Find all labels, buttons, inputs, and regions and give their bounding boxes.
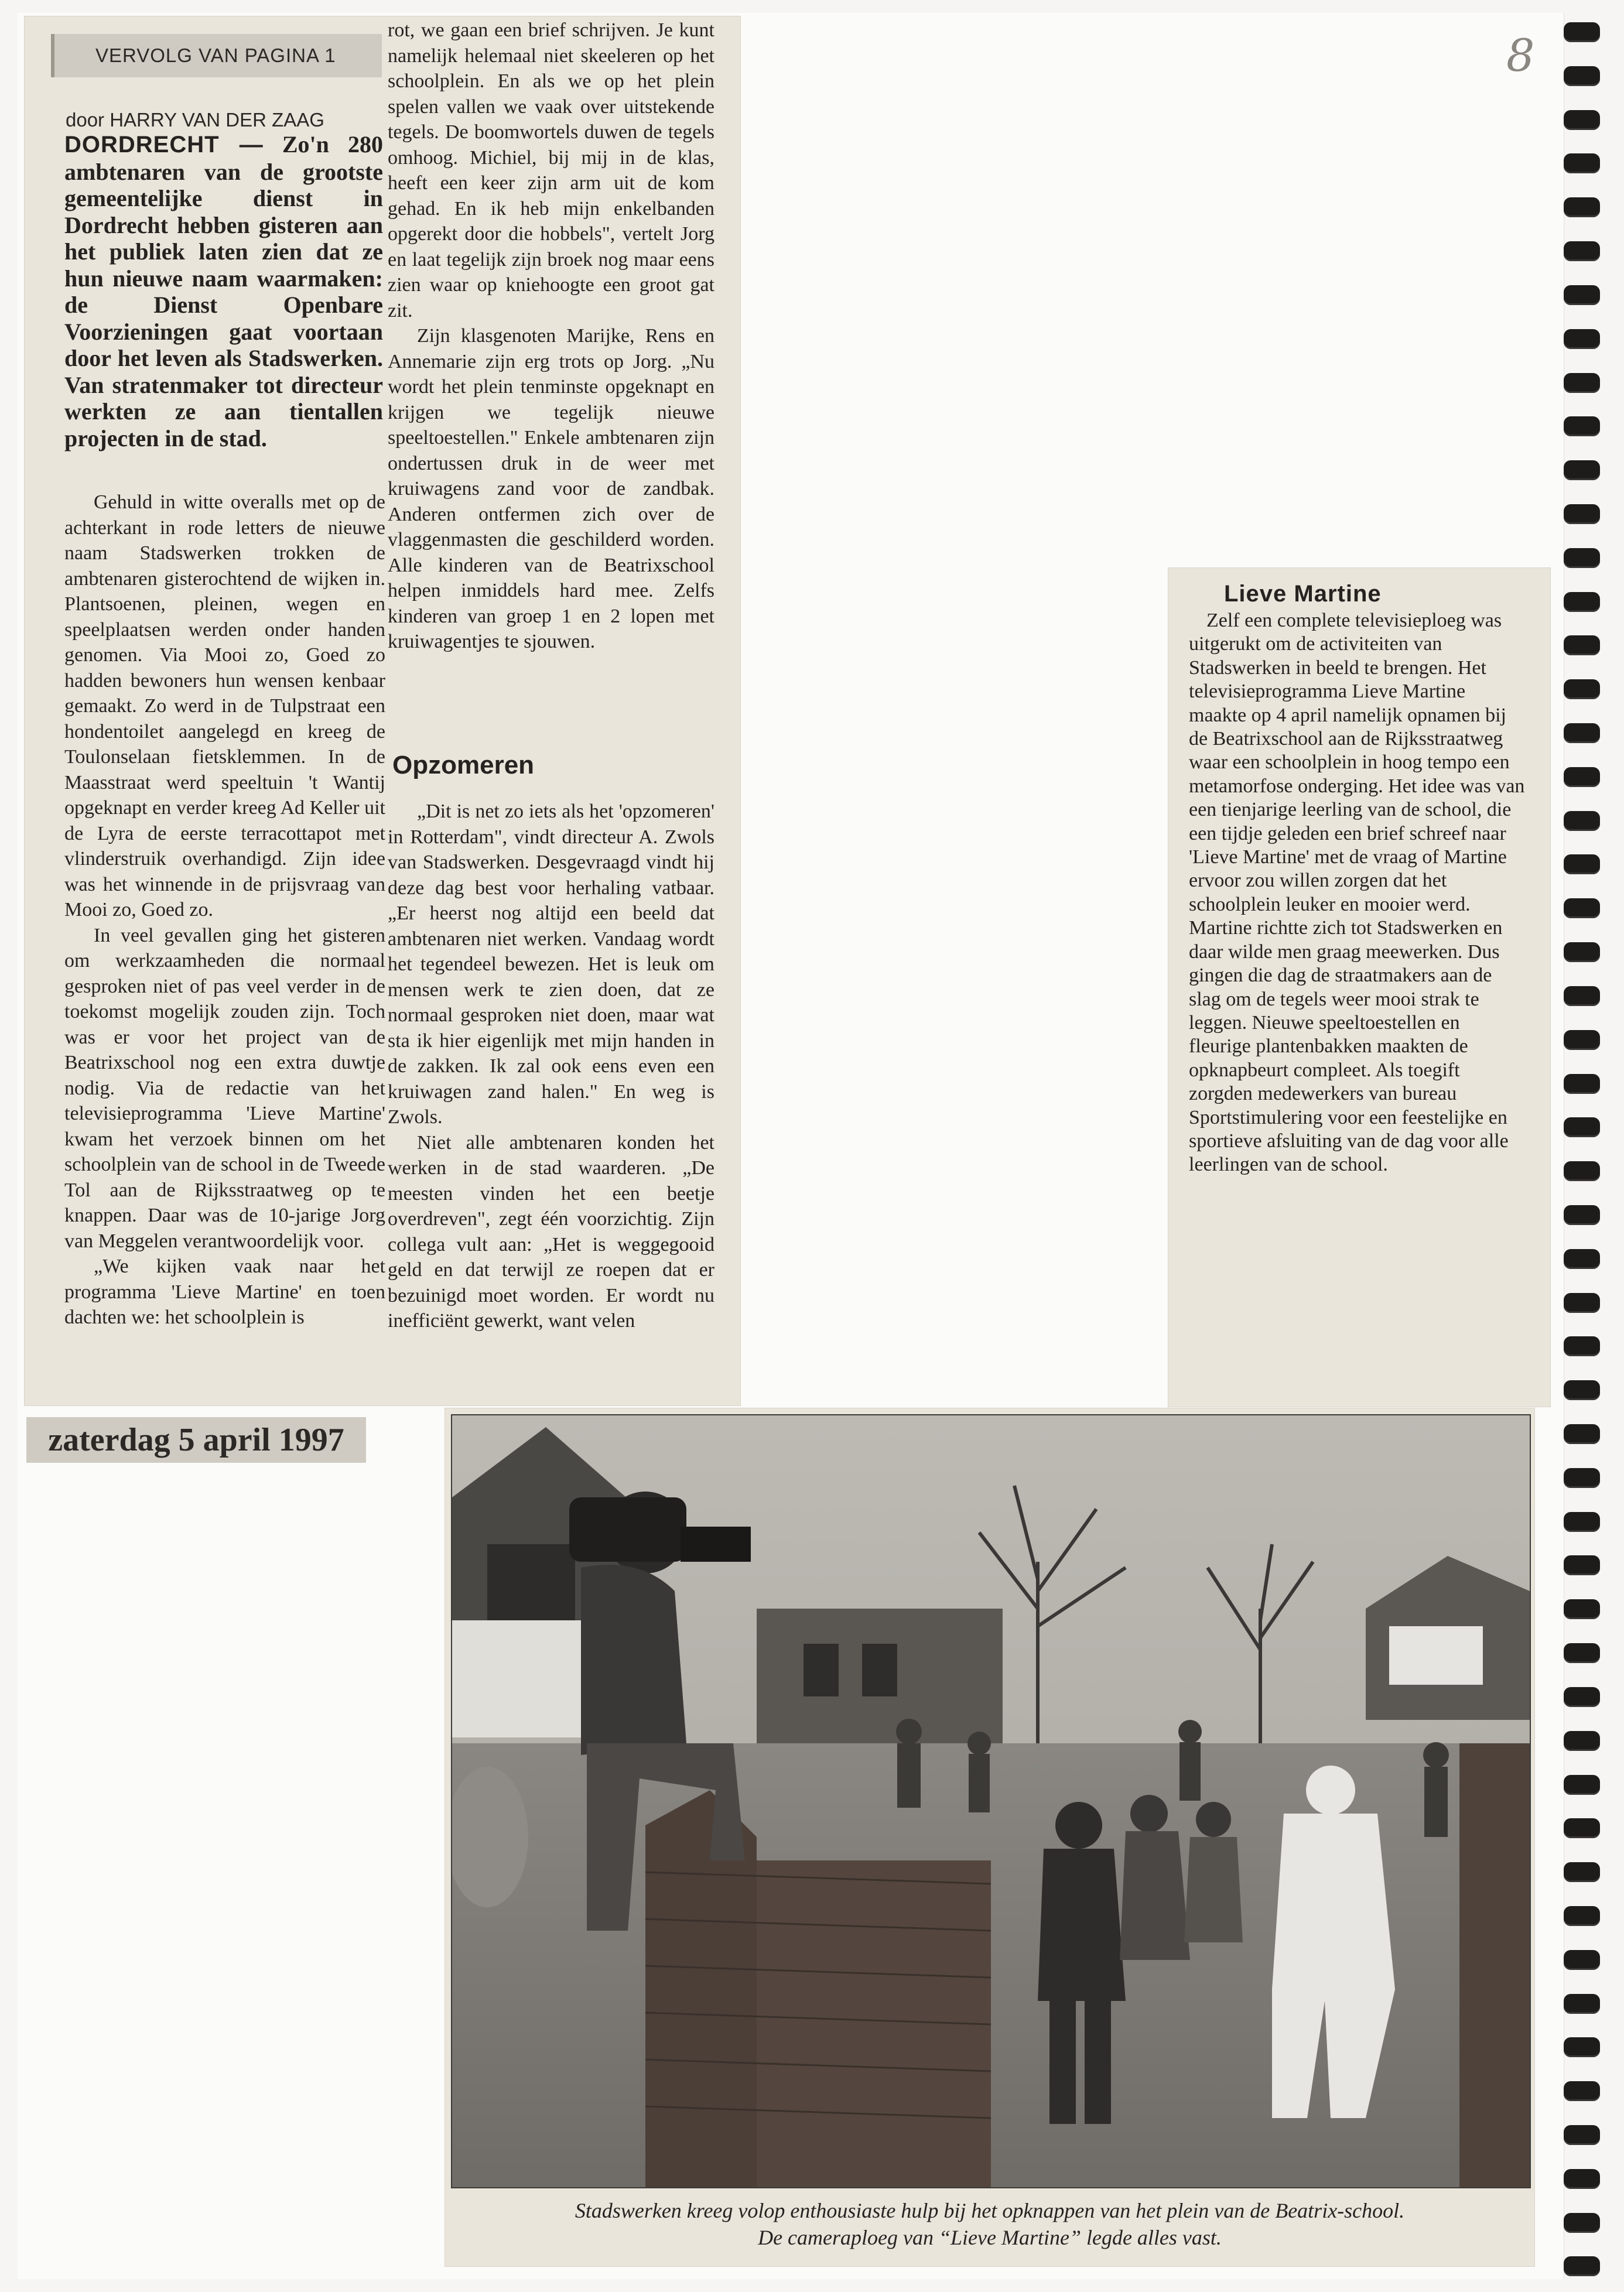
binding-hole xyxy=(1564,1555,1600,1575)
binding-hole xyxy=(1564,460,1600,480)
byline: door HARRY VAN DER ZAAG xyxy=(66,109,324,131)
binding-hole xyxy=(1564,1731,1600,1751)
binding-hole xyxy=(1564,1424,1600,1444)
binding-hole xyxy=(1564,241,1600,261)
binding-hole xyxy=(1564,1293,1600,1313)
binding-hole xyxy=(1564,1994,1600,2014)
news-photo xyxy=(451,1414,1531,2188)
article-paragraph: In veel gevallen ging het gisteren om werkzaamheden die normaal gesproken niet of pas veel verder in de toekomst mogelijk zouden zijn. Toch was er voor het project van de Beatrixschool nog een extra duwtje nodig. Via de redactie van het televisieprogramma 'Lieve Martine' kwam het verzoek binnen om het schoolplein van de school in de Tweede Tol aan de Rijksstraatweg op te knappen. Daar was de 10-jarige Jorg van Meggelen verantwoordelijk voor. xyxy=(64,924,385,1252)
binding-hole xyxy=(1564,110,1600,130)
binding-hole xyxy=(1564,1468,1600,1488)
spiral-binding xyxy=(1564,22,1605,2277)
binding-hole xyxy=(1564,197,1600,217)
binding-hole xyxy=(1564,986,1600,1006)
binding-hole xyxy=(1564,723,1600,743)
article-column-1 xyxy=(64,490,385,1330)
binding-hole xyxy=(1564,1862,1600,1882)
binding-hole xyxy=(1564,1117,1600,1137)
article-paragraph: Zijn klasgenoten Marijke, Rens en Annemarie zijn erg trots op Jorg. „Nu wordt het plein tenminste opgeknapt en krijgen we tegelijk nieuwe speeltoestellen." Enkele ambtenaren zijn ondertussen druk in de weer met kruiwagens zand voor de zandbak. Anderen ontfermen zich over de vlaggenmasten die geschilderd worden. Alle kinderen van de Beatrixschool helpen inmiddels hard mee. Zelfs kinderen van groep 1 en 2 lopen met kruiwagentjes te sjouwen. xyxy=(388,325,714,652)
binding-hole xyxy=(1564,1336,1600,1356)
binding-hole xyxy=(1564,66,1600,86)
binding-hole xyxy=(1564,1775,1600,1795)
newspaper-date: zaterdag 5 april 1997 xyxy=(26,1417,366,1463)
binding-hole xyxy=(1564,767,1600,787)
lead-text: Zo'n 280 ambtenaren van de grootste gemeentelijke dienst in Dordrecht hebben gisteren aan het publiek laten zien dat ze hun nieuwe naam waarmaken: de Dienst Openbare Voorzieningen gaat voortaan door het leven als Stadswerken. Van stratenmaker tot directeur werkten ze aan tientallen projecten in de stad. xyxy=(64,131,383,451)
binding-hole xyxy=(1564,1249,1600,1269)
binding-hole xyxy=(1564,2213,1600,2233)
binding-hole xyxy=(1564,942,1600,962)
binding-hole xyxy=(1564,373,1600,393)
binding-hole xyxy=(1564,504,1600,524)
continued-kicker: VERVOLG VAN PAGINA 1 xyxy=(51,34,382,77)
binding-hole xyxy=(1564,1030,1600,1050)
binding-hole xyxy=(1564,2037,1600,2057)
article-paragraph: „Dit is net zo iets als het 'opzomeren' in Rotterdam", vindt directeur A. Zwols van Stadswerken. Desgevraagd vindt hij deze dag best voor herhaling vatbaar. „Er heerst nog altijd een beeld dat ambtenaren niet werken. Vandaag wordt het tegendeel bewezen. Het is leuk om mensen werk te zien doen, dat ze normaal gesproken niet doen, maar wat sta ik hier eigenlijk met mijn handen in de zakken. Ik zal ook eens even een kruiwagen zand halen." En weg is Zwols. xyxy=(388,801,714,1128)
binding-hole xyxy=(1564,285,1600,305)
binding-hole xyxy=(1564,1818,1600,1838)
article-paragraph: Niet alle ambtenaren konden het werken in de stad waarderen. „De meesten vinden het een beetje overdreven", zegt één voorzichtig. Zijn collega vult aan: „Het is weggegooid geld en dat terwijl ze roepen dat er bezuinigd moet worden. Er wordt nu inefficiënt gewerkt, want velen xyxy=(388,1131,714,1332)
article-clipping xyxy=(25,16,740,1405)
binding-hole xyxy=(1564,679,1600,699)
binding-hole xyxy=(1564,153,1600,173)
binding-hole xyxy=(1564,329,1600,349)
binding-hole xyxy=(1564,2125,1600,2145)
binding-hole xyxy=(1564,1205,1600,1225)
binding-hole xyxy=(1564,1161,1600,1181)
binding-hole xyxy=(1564,854,1600,874)
sidebar-title: Lieve Martine xyxy=(1224,581,1382,607)
binding-hole xyxy=(1564,2081,1600,2101)
article-paragraph: „We kijken vaak naar het programma 'Lieve Martine' en toen dachten we: het schoolplein is xyxy=(64,1256,385,1328)
binding-hole xyxy=(1564,1643,1600,1663)
article-paragraph: rot, we gaan een brief schrijven. Je kunt namelijk helemaal niet skeeleren op het schoolplein. En als we op het plein spelen vallen we vaak over uitstekende tegels. De boomwortels duwen de tegels omhoog. Michiel, bij mij in de klas, heeft een keer zijn arm uit de kom gehad. En ik heb mijn enkelbanden opgerekt door die hobbels", vertelt Jorg en laat tegelijk zijn broek nog maar eens zien waar op kniehoogte een groot gat zit. xyxy=(388,19,714,321)
article-column-2 xyxy=(388,18,714,655)
page-number: 8 xyxy=(1506,29,1535,81)
caption-line-2: De cameraploeg van “Lieve Martine” legde alles vast. xyxy=(758,2226,1222,2249)
binding-hole xyxy=(1564,1950,1600,1970)
binding-hole xyxy=(1564,548,1600,568)
binding-hole xyxy=(1564,1512,1600,1532)
sidebar-body xyxy=(1189,609,1526,1177)
lead-paragraph xyxy=(64,131,383,451)
binding-hole xyxy=(1564,811,1600,831)
photo-caption xyxy=(451,2197,1529,2251)
caption-line-1: Stadswerken kreeg volop enthousiaste hulp bij het opknappen van het plein van de Beatrix-school. xyxy=(575,2199,1405,2222)
sidebar-paragraph: Zelf een complete televisieploeg was uitgerukt om de activiteiten van Stadswerken in beeld te brengen. Het televisieprogramma Lieve Martine maakte op 4 april namelijk opnamen bij de Beatrixschool aan de Rijksstraatweg waar een schoolplein in hoog tempo een metamorfose onderging. Het idee was van een tienjarige leerling van de school, die een tijdje geleden een brief schreef naar 'Lieve Martine' met de vraag of Martine ervoor zou willen zorgen dat het schoolplein leuker en mooier werd. Martine richtte zich tot Stadswerken en daar wilde men graag meewerken. Dus gingen die dag de straatmakers aan de slag om de tegels weer mooi strak te leggen. Nieuwe speeltoestellen en fleurige plantenbakken maakten de opknapbeurt compleet. Als toegift zorgden medewerkers van bureau Sportstimulering voor een feestelijke en sportieve afsluiting van de dag voor alle leerlingen van de school. xyxy=(1189,610,1525,1176)
article-column-2b xyxy=(388,799,714,1334)
photo-illustration xyxy=(452,1415,1530,2187)
binding-hole xyxy=(1564,1380,1600,1400)
binding-hole xyxy=(1564,592,1600,612)
binding-hole xyxy=(1564,1074,1600,1094)
binding-hole xyxy=(1564,416,1600,436)
binding-hole xyxy=(1564,1687,1600,1707)
article-paragraph: Gehuld in witte overalls met op de achterkant in rode letters de nieuwe naam Stadswerken trokken de ambtenaren gisterochtend de wijken in. Plantsoenen, pleinen, wegen en speelplaatsen werden onder handen genomen. Via Mooi zo, Goed zo hadden bewoners hun wensen kenbaar gemaakt. Zo werd in de Tulpstraat een hondentoilet aangelegd en kreeg de Toulonselaan fietsklemmen. In de Maasstraat werd speeltuin 't Wantij opgeknapt en verder kreeg Ad Keller uit de Lyra de eerste terracottapot met vlinderstruik overhandigd. Zijn idee was het winnende in de prijsvraag van Mooi zo, Goed zo. xyxy=(64,491,385,921)
binding-hole xyxy=(1564,898,1600,918)
binding-hole xyxy=(1564,635,1600,655)
binding-hole xyxy=(1564,2169,1600,2189)
lead-city: DORDRECHT — xyxy=(64,132,264,158)
binding-hole xyxy=(1564,1599,1600,1619)
binding-hole xyxy=(1564,2256,1600,2276)
binding-hole xyxy=(1564,22,1600,42)
binding-hole xyxy=(1564,1906,1600,1926)
section-subhead: Opzomeren xyxy=(392,751,535,779)
